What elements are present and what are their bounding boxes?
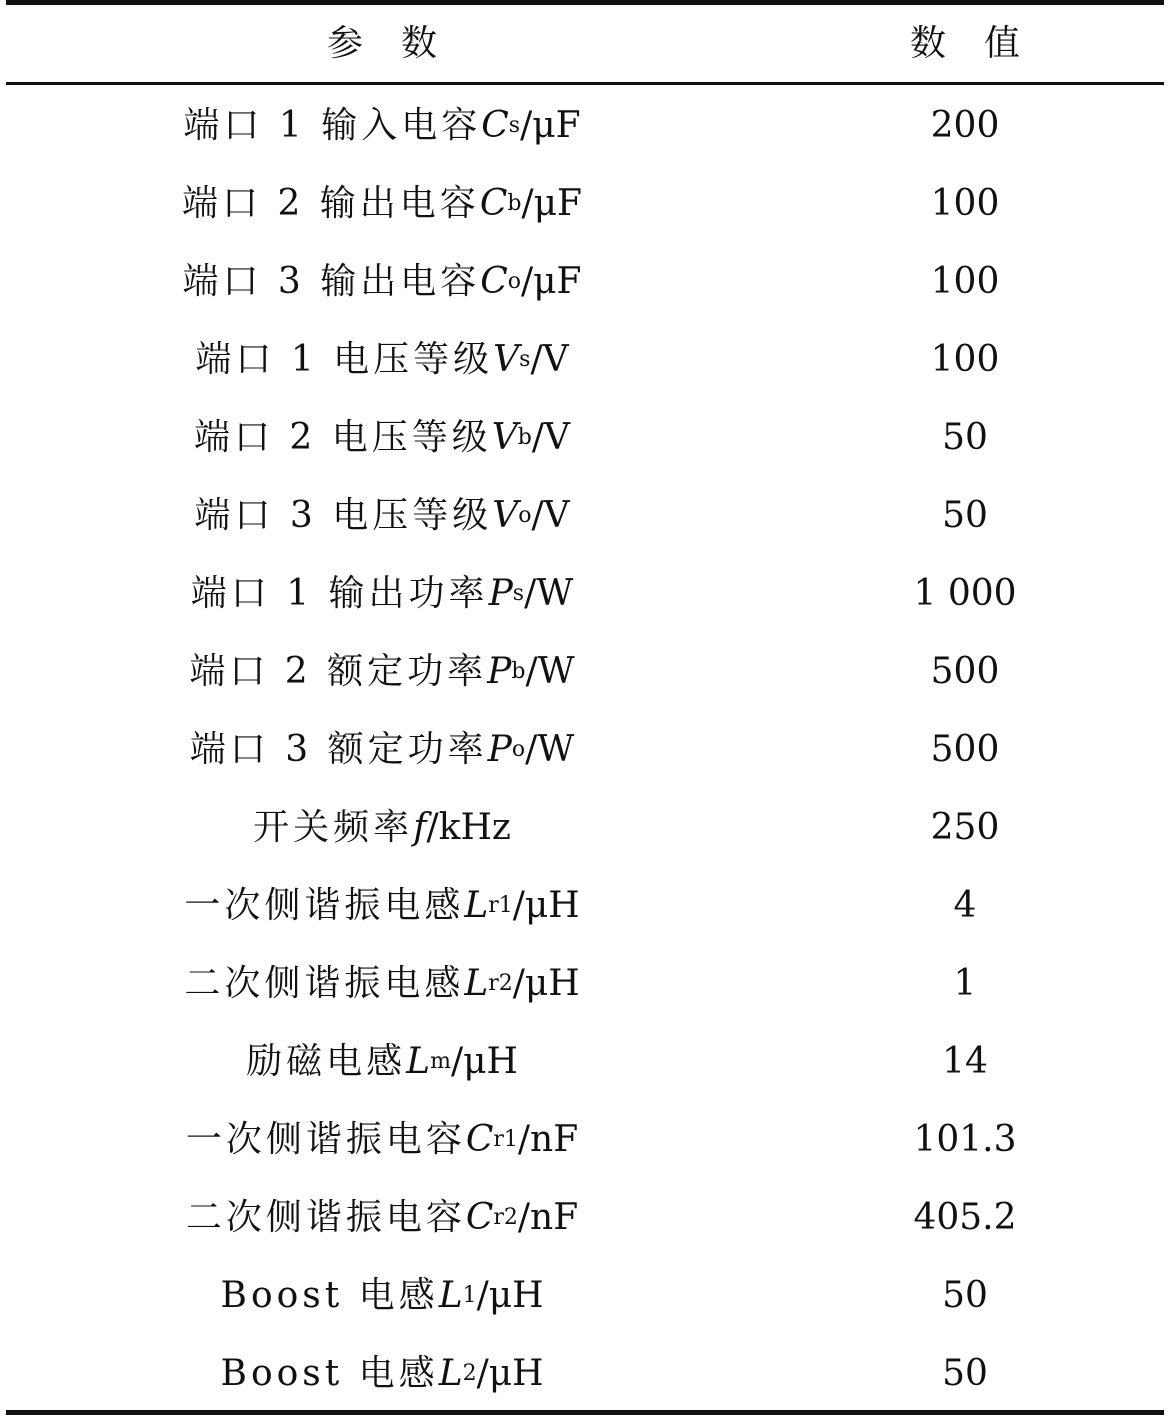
- param-subscript: r1: [493, 1127, 518, 1152]
- table-row: [6, 711, 1164, 789]
- param-symbol: V: [493, 339, 520, 380]
- param-cell: [6, 867, 758, 945]
- param-symbol: L: [438, 1275, 463, 1316]
- table-row: [6, 321, 1164, 399]
- param-cell: [6, 711, 758, 789]
- param-unit: /μH: [512, 963, 580, 1004]
- table-row: [6, 243, 1164, 321]
- table-row: [6, 945, 1164, 1023]
- header-value-cell: [766, 5, 1164, 82]
- param-subscript: s: [512, 581, 525, 606]
- param-subscript: b: [507, 191, 522, 216]
- param-subscript: s: [508, 113, 521, 138]
- param-name: 端口 2 额定功率: [189, 651, 488, 692]
- param-subscript: 2: [462, 1361, 477, 1386]
- param-value: 100: [930, 183, 1000, 224]
- table-row: [6, 87, 1164, 165]
- param-name: 二次侧谐振电容: [185, 1197, 466, 1238]
- param-value: 50: [942, 1275, 988, 1316]
- param-unit: /nF: [517, 1119, 579, 1160]
- value-cell: [766, 243, 1164, 321]
- table-row: [6, 867, 1164, 945]
- param-name: Boost 电感: [220, 1275, 439, 1316]
- param-subscript: r2: [493, 1205, 518, 1230]
- param-unit: /μH: [476, 1275, 544, 1316]
- param-unit: /V: [531, 495, 570, 536]
- table-row: [6, 1335, 1164, 1413]
- param-cell: [6, 1023, 758, 1101]
- param-unit: /μH: [476, 1353, 544, 1394]
- header-value-label: 数值: [909, 22, 1058, 64]
- table-row: [6, 1179, 1164, 1257]
- param-unit: /W: [525, 729, 575, 770]
- param-name: 端口 1 输入电容: [183, 105, 482, 146]
- param-subscript: o: [511, 737, 526, 762]
- param-subscript: o: [518, 503, 532, 528]
- param-value: 1 000: [913, 573, 1017, 614]
- param-value: 50: [942, 1353, 988, 1394]
- param-symbol: P: [487, 729, 512, 770]
- param-symbol: V: [492, 495, 519, 536]
- table-row: [6, 399, 1164, 477]
- value-cell: [766, 165, 1164, 243]
- param-cell: [6, 633, 758, 711]
- param-cell: [6, 1179, 758, 1257]
- param-value: 500: [930, 729, 1000, 770]
- param-unit: /nF: [517, 1197, 579, 1238]
- value-cell: [766, 867, 1164, 945]
- param-name: 端口 3 输出电容: [182, 261, 481, 302]
- table-bottom-rule: [6, 1410, 1164, 1415]
- param-symbol: V: [491, 417, 518, 458]
- value-cell: [766, 321, 1164, 399]
- param-name: 一次侧谐振电感: [184, 885, 465, 926]
- param-name: 开关频率: [253, 807, 414, 848]
- value-cell: [766, 477, 1164, 555]
- param-unit: /μF: [521, 261, 582, 302]
- param-value: 101.3: [913, 1119, 1017, 1160]
- value-cell: [766, 711, 1164, 789]
- param-symbol: C: [465, 1119, 494, 1160]
- param-name: 二次侧谐振电感: [184, 963, 465, 1004]
- table-row: [6, 789, 1164, 867]
- parameter-table: [6, 0, 1164, 1417]
- param-subscript: 1: [462, 1283, 477, 1308]
- header-param-label: 参数: [326, 22, 475, 64]
- param-value: 200: [930, 105, 1000, 146]
- param-symbol: L: [406, 1041, 431, 1082]
- param-cell: [6, 1257, 758, 1335]
- param-unit: /μH: [450, 1041, 518, 1082]
- param-cell: [6, 243, 758, 321]
- param-unit: /V: [530, 339, 569, 380]
- param-value: 250: [930, 807, 1000, 848]
- param-value: 100: [930, 261, 1000, 302]
- param-unit: /μF: [520, 105, 581, 146]
- param-cell: [6, 165, 758, 243]
- param-cell: [6, 321, 758, 399]
- table-header-row: [6, 5, 1164, 82]
- param-cell: [6, 1101, 758, 1179]
- value-cell: [766, 399, 1164, 477]
- value-cell: [766, 1101, 1164, 1179]
- param-cell: [6, 1335, 758, 1413]
- param-name: 端口 2 电压等级: [193, 417, 492, 458]
- table-row: [6, 165, 1164, 243]
- param-subscript: s: [519, 347, 531, 372]
- table-row: [6, 1257, 1164, 1335]
- table-row: [6, 477, 1164, 555]
- value-cell: [766, 555, 1164, 633]
- param-value: 4: [953, 885, 977, 926]
- param-subscript: b: [511, 659, 526, 684]
- param-cell: [6, 789, 758, 867]
- param-unit: /W: [525, 651, 575, 692]
- param-subscript: r2: [488, 971, 513, 996]
- param-unit: /μF: [521, 183, 582, 224]
- value-cell: [766, 1335, 1164, 1413]
- param-value: 50: [942, 495, 988, 536]
- param-value: 405.2: [913, 1197, 1017, 1238]
- value-cell: [766, 87, 1164, 165]
- param-unit: /kHz: [426, 807, 511, 848]
- param-symbol: L: [464, 885, 489, 926]
- param-symbol: C: [465, 1197, 494, 1238]
- param-name: 端口 3 额定功率: [189, 729, 488, 770]
- param-cell: [6, 399, 758, 477]
- param-symbol: P: [488, 573, 513, 614]
- param-cell: [6, 945, 758, 1023]
- param-subscript: o: [507, 269, 522, 294]
- param-name: 端口 1 输出功率: [190, 573, 489, 614]
- param-symbol: P: [487, 651, 512, 692]
- param-value: 14: [942, 1041, 988, 1082]
- param-name: 励磁电感: [246, 1041, 407, 1082]
- value-cell: [766, 789, 1164, 867]
- value-cell: [766, 1179, 1164, 1257]
- table-row: [6, 555, 1164, 633]
- param-symbol: L: [438, 1353, 463, 1394]
- param-cell: [6, 87, 758, 165]
- param-name: 端口 1 电压等级: [195, 339, 494, 380]
- param-name: 端口 2 输出电容: [182, 183, 480, 224]
- param-symbol: L: [464, 963, 489, 1004]
- value-cell: [766, 633, 1164, 711]
- param-value: 1: [953, 963, 977, 1004]
- param-unit: /μH: [512, 885, 580, 926]
- param-symbol: C: [480, 261, 508, 302]
- param-unit: /V: [531, 417, 571, 458]
- param-unit: /W: [524, 573, 574, 614]
- param-value: 500: [930, 651, 1000, 692]
- param-name: Boost 电感: [220, 1353, 439, 1394]
- param-cell: [6, 477, 758, 555]
- value-cell: [766, 1023, 1164, 1101]
- table-header-rule: [6, 82, 1164, 85]
- param-name: 一次侧谐振电容: [185, 1119, 466, 1160]
- param-value: 50: [942, 417, 988, 458]
- param-cell: [6, 555, 758, 633]
- param-symbol: f: [413, 807, 427, 848]
- param-name: 端口 3 电压等级: [194, 495, 493, 536]
- table-row: [6, 633, 1164, 711]
- param-subscript: m: [430, 1049, 451, 1074]
- param-symbol: C: [479, 183, 508, 224]
- param-value: 100: [930, 339, 1000, 380]
- table-row: [6, 1101, 1164, 1179]
- value-cell: [766, 945, 1164, 1023]
- param-symbol: C: [481, 105, 509, 146]
- value-cell: [766, 1257, 1164, 1335]
- header-param-cell: [6, 5, 758, 82]
- table-row: [6, 1023, 1164, 1101]
- param-subscript: b: [517, 425, 532, 450]
- param-subscript: r1: [488, 893, 513, 918]
